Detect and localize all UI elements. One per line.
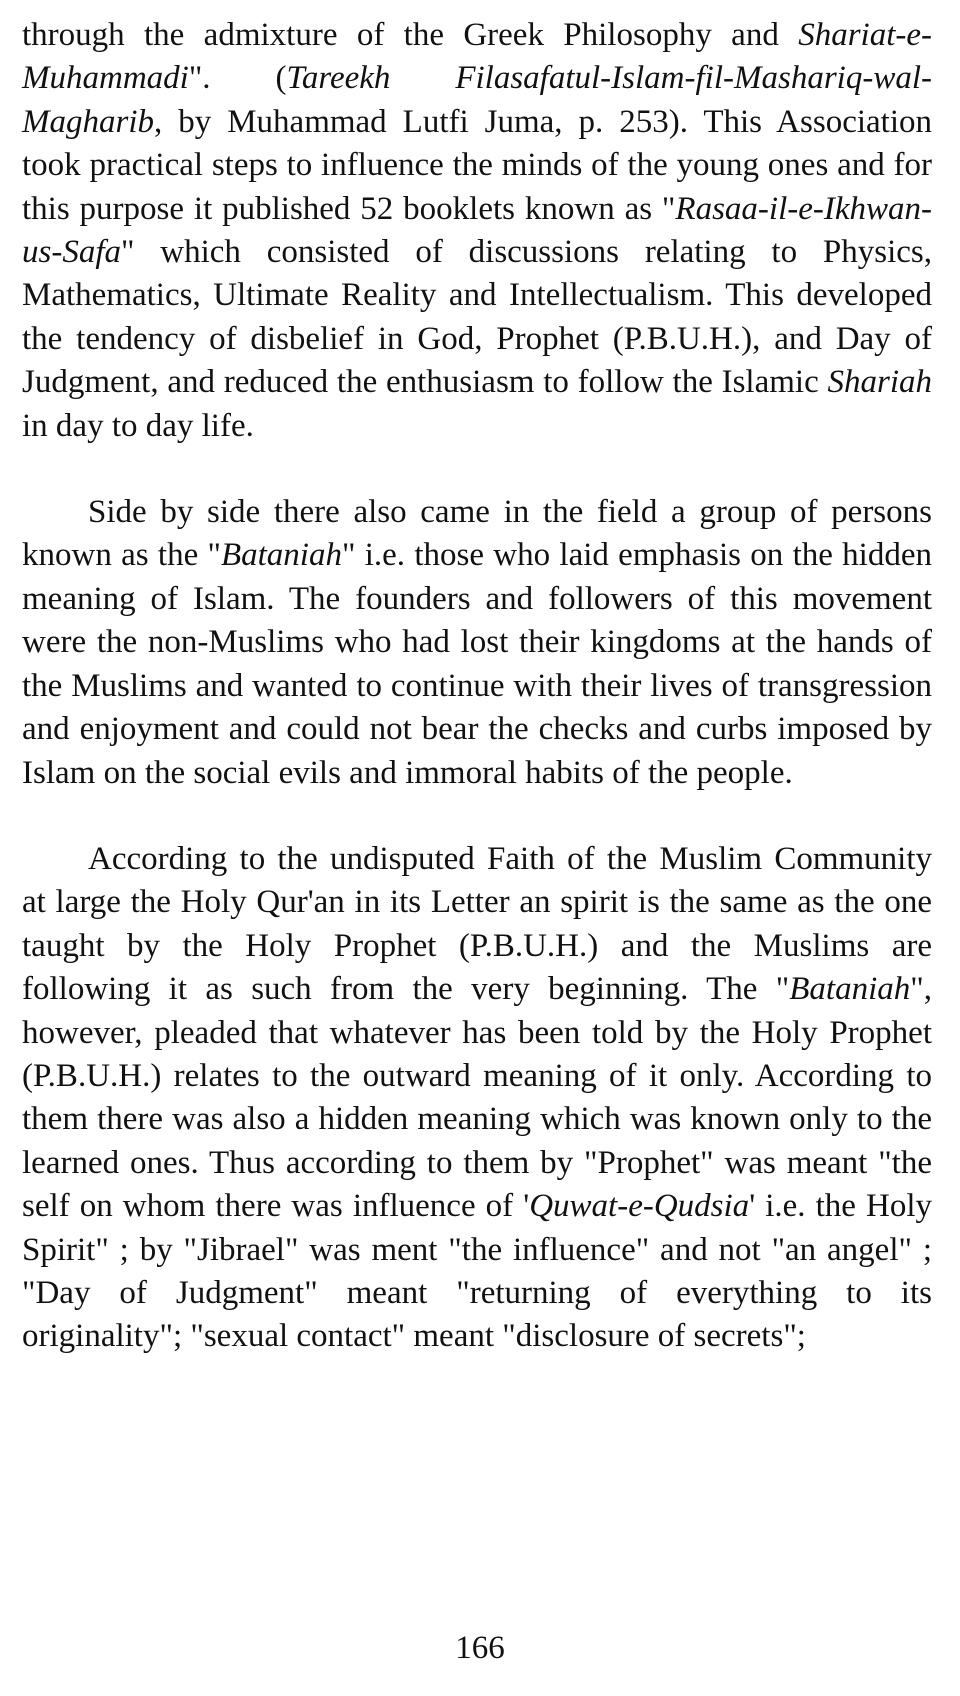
page-body [22, 14, 932, 1359]
paragraph-2 [22, 491, 932, 795]
text-segment: ' i.e. the Holy Spirit" ; by "Jibrael" was ment "the influence" and not "an angel" ; "Day of Judgment" meant "returning of everything to its originality"; "sexual contact" meant "disclosure of secrets"; [22, 1188, 933, 1355]
text-segment: " i.e. those who laid emphasis on the hidden meaning of Islam. The founders and followers of this movement were the non-Muslims who had lost their kingdoms at the hands of the Muslims and wanted to continue with their lives of transgression and enjoyment and could not bear the checks and curbs imposed by Islam on the social evils and immoral habits of the people. [22, 537, 932, 791]
text-segment: Side by side there also came in the field a group of persons known as the " [22, 494, 932, 574]
italic-term: Shariah [827, 364, 932, 401]
text-segment: , by Muhammad Lutfi Juma, p. 253). This Association took practical steps to influence the minds of the young ones and for this purpose it published 52 booklets known as " [22, 103, 932, 227]
paragraph-3 [22, 838, 932, 1359]
italic-term: Quwat-e-Qudsia [529, 1188, 750, 1225]
text-segment: through the admixture of the Greek Philosophy and [22, 17, 799, 53]
paragraph-gap [22, 795, 932, 838]
text-segment: " which consisted of discussions relating to Physics, Mathematics, Ultimate Reality and Intellectualism. This developed the tendency of disbelief in God, Prophet (P.B.U.H.), and Day of Judgment, and reduced the enthusiasm to follow the Islamic [22, 234, 932, 401]
paragraph-1 [22, 14, 932, 448]
italic-term: Shariat-e-Muhammadi [22, 17, 932, 97]
italic-book-title: Tareekh Filasafatul-Islam-fil-Mashariq-wal-Magharib [22, 60, 932, 140]
text-segment: ", however, pleaded that whatever has been told by the Holy Prophet (P.B.U.H.) relates to the outward meaning of it only. According to them there was also a hidden meaning which was known only to the learned ones. Thus according to them by "Prophet" was meant "the self on whom there was influence of ' [22, 971, 932, 1225]
italic-term: Bataniah [220, 537, 342, 574]
italic-term: Bataniah [789, 971, 911, 1008]
text-segment: ". ( [188, 60, 287, 97]
paragraph-gap [22, 448, 932, 491]
page-number: 166 [455, 1630, 505, 1666]
italic-book-title: Rasaa-il-e-Ikhwan-us-Safa [22, 190, 932, 271]
text-segment: According to the undisputed Faith of the Muslim Community at large the Holy Qur'an in its Letter an spirit is the same as the one taught by the Holy Prophet (P.B.U.H.) and the Muslims are following it as such from the very beginning. The " [22, 840, 932, 1008]
text-segment: in day to day life. [22, 407, 254, 444]
